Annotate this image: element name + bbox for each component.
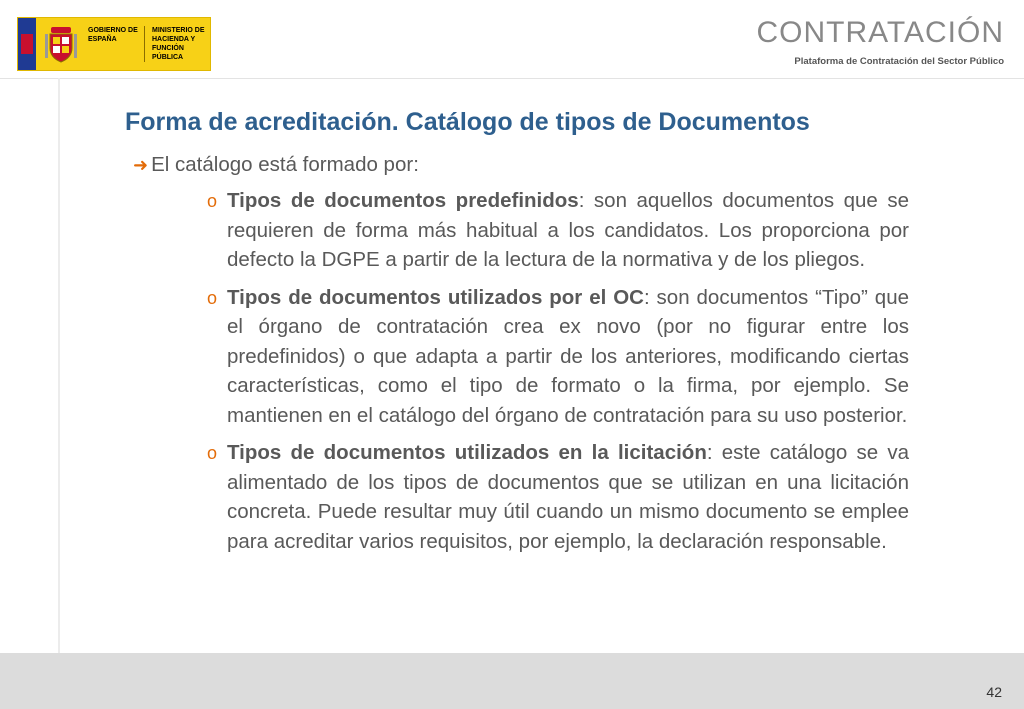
item-description: : este catálogo se va alimentado de los tipos de documentos que se utilizan en una licitación concreta. Puede resultar muy útil cuando un mismo documento se emplee para acreditar varios requisitos, por ejemplo, la declaración responsable. bbox=[227, 441, 909, 553]
slide-footer bbox=[0, 653, 1024, 709]
page-number: 42 bbox=[986, 684, 1002, 700]
arrow-right-icon: ➜ bbox=[133, 155, 149, 175]
document-types-list bbox=[207, 186, 909, 564]
item-term: Tipos de documentos predefinidos bbox=[227, 189, 579, 212]
bullet-icon: o bbox=[207, 287, 218, 308]
left-divider bbox=[58, 78, 60, 653]
item-description: : son documentos “Tipo” que el órgano de contratación crea ex novo (por no figurar entre los predefinidos) o que adapta a partir de los anteriores, modificando ciertas características, como el tipo de formato o la firma, por ejemplo. Se mantienen en el catálogo del órgano de contratación para su uso posterior. bbox=[227, 285, 909, 427]
list-item bbox=[207, 283, 909, 431]
intro-line bbox=[133, 153, 419, 177]
eu-flag-stripe bbox=[18, 18, 36, 70]
item-description: : son aquellos documentos que se requieren de forma más habitual a los candidatos. Los proporciona por defecto la DGPE a partir de la lectura de la normativa y de los pliegos. bbox=[227, 189, 910, 271]
government-logo bbox=[17, 17, 211, 71]
slide-header bbox=[0, 0, 1024, 79]
brand-subtitle: Plataforma de Contratación del Sector Público bbox=[794, 56, 1004, 67]
bullet-icon: o bbox=[207, 191, 218, 211]
brand-name: CONTRATACIÓN bbox=[756, 16, 1004, 49]
intro-text: El catálogo está formado por: bbox=[151, 153, 419, 176]
list-item bbox=[207, 186, 909, 275]
contratacion-logo bbox=[756, 16, 1004, 72]
gov-line1: GOBIERNO DE ESPAÑA bbox=[88, 27, 138, 43]
bullet-icon: o bbox=[207, 443, 218, 463]
gov-line2: MINISTERIO DE HACIENDA Y FUNCIÓN PÚBLICA bbox=[152, 27, 205, 61]
item-term: Tipos de documentos utilizados en la licitación bbox=[227, 441, 707, 464]
gov-divider bbox=[144, 26, 145, 62]
slide-title: Forma de acreditación. Catálogo de tipos de Documentos bbox=[125, 108, 810, 136]
coat-of-arms-icon bbox=[44, 24, 78, 64]
item-term: Tipos de documentos utilizados por el OC bbox=[227, 285, 644, 309]
list-item bbox=[207, 438, 909, 556]
